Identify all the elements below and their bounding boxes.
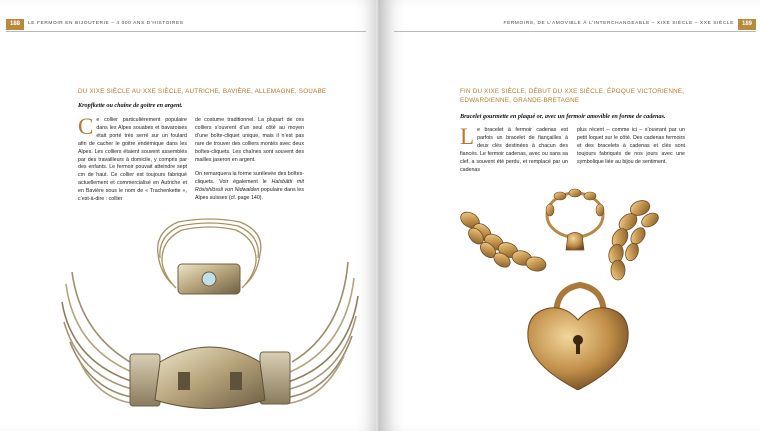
photo-goitre-necklace xyxy=(60,212,360,417)
page-number-left: 188 xyxy=(6,19,24,30)
section-heading-right: FIN DU XIXE SIÈCLE, DÉBUT DU XXE SIÈCLE, ÉPOQUE VICTORIENNE, EDWARDIENNE, GRANDE-BRETAGNE xyxy=(460,88,685,104)
dropcap-right: L xyxy=(460,124,475,149)
header-rule-right xyxy=(394,31,756,32)
text-column-left-1 xyxy=(78,114,187,204)
dropcap-left: C xyxy=(78,114,94,139)
paragraph: plus récent – comme ici – s’ouvrant par un petit loquet sur le côté. Des cadenas fermoirs et des bracelets à cadenas et clés sont toujours fabriqués de nos jours avec une symbolique liée au bijou de sentiment. xyxy=(577,127,685,165)
subtitle-left: Kropfkette ou chaîne de goitre en argent. xyxy=(78,102,183,109)
section-heading-left: DU XIXE SIÈCLE AU XXE SIÈCLE, AUTRICHE, BAVIÈRE, ALLEMAGNE, SOUABE xyxy=(78,88,327,95)
paragraph: de costume traditionnel. La plupart de ces colliers s’ouvrent d’un seul côté au moyen d’une boîte-cliquet unique, mais il n’est pas rare de trouver des colliers montés avec deux boîtes-cliquets. Les chaînes sont souvent des mailles jaseron en argent. xyxy=(195,117,304,163)
text-column-right-1 xyxy=(460,124,568,174)
page-number-right: 189 xyxy=(738,19,756,30)
subtitle-right: Bracelet gourmette en plaqué or, avec un fermoir amovible en forme de cadenas. xyxy=(460,113,666,120)
right-page xyxy=(380,0,760,431)
paragraph: e bracelet à fermoir cadenas est parfois un bracelet de fiançailles à deux clés destinées à chacun des fiancés. Le fermoir cadenas, avec ou sans sa clef, a souvent été perdu, et remplacé par un cadenas xyxy=(460,127,568,173)
header-rule-left xyxy=(6,31,366,32)
running-head-left: LE FERMOIR EN BIJOUTERIE – 4 000 ANS D’HISTOIRES xyxy=(28,21,184,26)
paragraph: On remarquera la forme surélevée des boîtes-cliquets. Voir également le Halsbätti mit Rösishlössli von Nidwalden populaire dans les Alpes suisses (cf. page 140). xyxy=(195,171,304,202)
paragraph: e collier particulièrement populaire dans les Alpes souabes et bavaroises était porté très serré sur un foulard afin de cacher le goitre endémique dans les Alpes. Les colliers étaient souvent assemblés par des travailleurs à domicile, y compris par des enfants. Le fermoir pouvait atteindre sept cm de haut. Ce collier est toujours fabriqué actuellement et commercialisé en Autriche et en Bavière sous le nom de « Trachenkette », c’est-à-dire : collier xyxy=(78,117,187,203)
text-column-left-2 xyxy=(195,117,304,210)
text-column-right-2 xyxy=(577,127,685,174)
running-head-right: FERMOIRS, DE L’AMOVIBLE À L’INTERCHANGEABLE – XIXE SIÈCLE – XXE SIÈCLE xyxy=(503,21,734,26)
photo-padlock-bracelet xyxy=(450,180,740,390)
